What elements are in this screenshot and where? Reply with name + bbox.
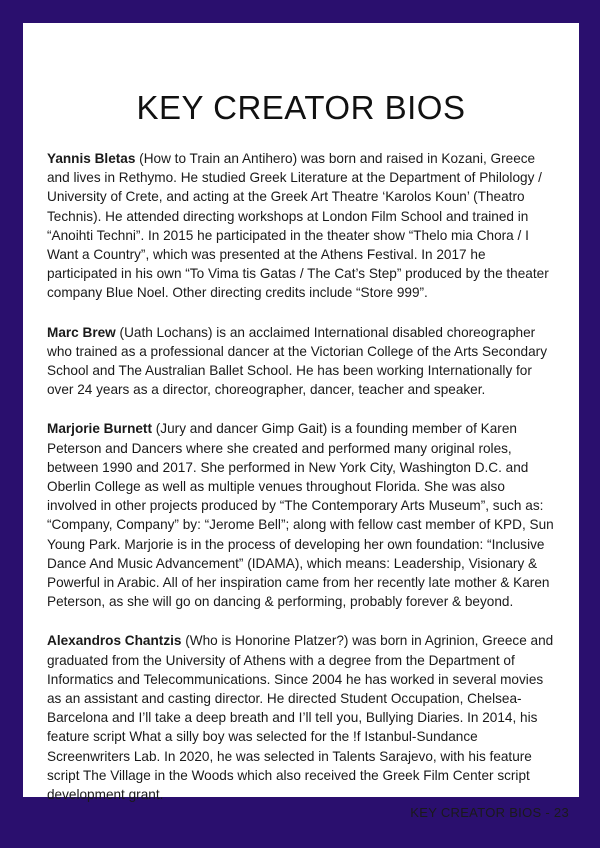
bio-paragraph	[47, 149, 557, 303]
bio-text: (How to Train an Antihero) was born and raised in Kozani, Greece and lives in Rethymo. He studied Greek Literature at the Department of Philology / University of Crete, and acting at the Greek Art Theatre ‘Karolos Koun’ (Theatro Technis). He attended directing workshops at London Film School and trained in “Anoihti Techni”. In 2015 he participated in the theater show “Thelo mia Chora / I Want a Country”, which was presented at the Athens Festival. In 2017 he participated in his own “To Vima tis Gatas / The Cat’s Step” produced by the theater company Blue Noel. Other directing credits include “Store 999”.	[47, 151, 549, 301]
bio-paragraph	[47, 419, 557, 611]
bio-text: (Uath Lochans) is an acclaimed International disabled choreographer who trained as a professional dancer at the Victorian College of the Arts Secondary School and The Australian Ballet School. He has been working Internationally for over 24 years as a director, choreographer, dancer, teacher and speaker.	[47, 324, 547, 398]
page-title: KEY CREATOR BIOS	[136, 89, 466, 126]
bio-name: Marjorie Burnett	[47, 421, 152, 437]
page-footer: KEY CREATOR BIOS - 23	[410, 805, 569, 820]
bio-text: (Who is Honorine Platzer?) was born in Agrinion, Greece and graduated from the University of Athens with a degree from the Department of Informatics and Telecommunications. Since 2004 he has worked in several movies as an assistant and casting director. He directed Student Occupation, Chelsea-Barcelona and I’ll take a deep breath and I’ll tell you, Bullying Diaries. In 2014, his feature script What a silly boy was selected for the !f Istanbul-Sundance Screenwriters Lab. In 2020, he was selected in Talents Sarajevo, with his feature script The Village in the Woods which also received the Greek Film Center script development grant.	[47, 633, 554, 803]
bio-name: Marc Brew	[47, 324, 116, 340]
page	[23, 23, 579, 820]
bio-name: Alexandros Chantzis	[47, 633, 182, 649]
bio-name: Yannis Bletas	[47, 151, 136, 166]
bio-paragraph	[47, 631, 557, 804]
bios-list	[47, 149, 557, 824]
bio-paragraph	[47, 323, 557, 400]
bio-text: (Jury and dancer Gimp Gait) is a founding member of Karen Peterson and Dancers where she created and performed many original roles, between 1990 and 2017. She performed in New York City, Washington D.C. and Oberlin College as well as multiple venues throughout Florida. She was also involved in other projects produced by “The Contemporary Arts Museum”, such as: “Company, Company” by: “Jerome Bell”; along with fellow cast member of KPD, Sun Young Park. Marjorie is in the process of developing her own foundation: “Inclusive Dance And Music Advancement” (IDAMA), which means: Leadership, Visionary & Powerful in Arabic. All of her inspiration came from her recently late mother & Karen Peterson, as she will go on dancing & performing, probably forever & beyond.	[47, 421, 554, 610]
